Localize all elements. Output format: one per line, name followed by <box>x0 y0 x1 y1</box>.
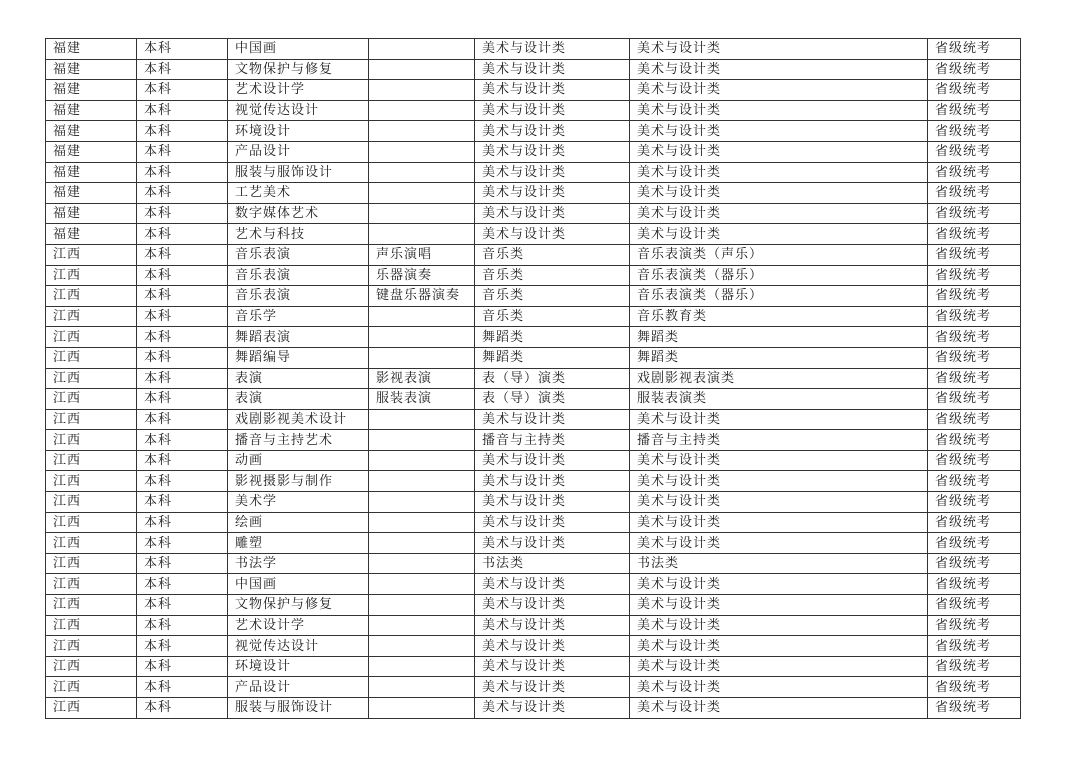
exam-type-cell: 美术与设计类 <box>630 656 928 677</box>
direction-cell <box>369 533 475 554</box>
exam-type-cell: 美术与设计类 <box>630 533 928 554</box>
table-row <box>46 59 1021 80</box>
province-cell: 江西 <box>46 327 137 348</box>
exam-cell: 省级统考 <box>928 430 1021 451</box>
table-row <box>46 327 1021 348</box>
province-cell: 福建 <box>46 100 137 121</box>
province-cell: 江西 <box>46 636 137 657</box>
level-cell: 本科 <box>137 430 228 451</box>
province-cell: 江西 <box>46 389 137 410</box>
exam-cell: 省级统考 <box>928 656 1021 677</box>
exam-cell: 省级统考 <box>928 39 1021 60</box>
major-cell: 播音与主持艺术 <box>228 430 369 451</box>
table-row <box>46 677 1021 698</box>
level-cell: 本科 <box>137 244 228 265</box>
level-cell: 本科 <box>137 409 228 430</box>
direction-cell: 键盘乐器演奏 <box>369 286 475 307</box>
exam-cell: 省级统考 <box>928 615 1021 636</box>
province-cell: 福建 <box>46 59 137 80</box>
major-cell: 表演 <box>228 389 369 410</box>
exam-cell: 省级统考 <box>928 512 1021 533</box>
major-cell: 艺术与科技 <box>228 224 369 245</box>
category-cell: 美术与设计类 <box>475 677 630 698</box>
table-row <box>46 224 1021 245</box>
exam-cell: 省级统考 <box>928 636 1021 657</box>
category-cell: 美术与设计类 <box>475 203 630 224</box>
exam-cell: 省级统考 <box>928 368 1021 389</box>
level-cell: 本科 <box>137 141 228 162</box>
direction-cell <box>369 59 475 80</box>
major-cell: 影视摄影与制作 <box>228 471 369 492</box>
exam-type-cell: 美术与设计类 <box>630 80 928 101</box>
level-cell: 本科 <box>137 80 228 101</box>
exam-type-cell: 美术与设计类 <box>630 574 928 595</box>
major-cell: 动画 <box>228 450 369 471</box>
province-cell: 江西 <box>46 471 137 492</box>
major-cell: 文物保护与修复 <box>228 595 369 616</box>
direction-cell <box>369 141 475 162</box>
direction-cell <box>369 595 475 616</box>
level-cell: 本科 <box>137 450 228 471</box>
exam-type-cell: 美术与设计类 <box>630 471 928 492</box>
exam-cell: 省级统考 <box>928 574 1021 595</box>
level-cell: 本科 <box>137 595 228 616</box>
level-cell: 本科 <box>137 368 228 389</box>
level-cell: 本科 <box>137 224 228 245</box>
major-cell: 音乐学 <box>228 306 369 327</box>
table-row <box>46 698 1021 719</box>
exam-type-cell: 美术与设计类 <box>630 492 928 513</box>
exam-cell: 省级统考 <box>928 183 1021 204</box>
category-cell: 美术与设计类 <box>475 59 630 80</box>
level-cell: 本科 <box>137 162 228 183</box>
major-cell: 视觉传达设计 <box>228 100 369 121</box>
exam-type-cell: 美术与设计类 <box>630 615 928 636</box>
level-cell: 本科 <box>137 574 228 595</box>
direction-cell <box>369 512 475 533</box>
major-cell: 舞蹈表演 <box>228 327 369 348</box>
major-cell: 艺术设计学 <box>228 615 369 636</box>
table-row <box>46 656 1021 677</box>
exam-cell: 省级统考 <box>928 698 1021 719</box>
exam-cell: 省级统考 <box>928 347 1021 368</box>
major-cell: 绘画 <box>228 512 369 533</box>
exam-type-cell: 美术与设计类 <box>630 183 928 204</box>
level-cell: 本科 <box>137 100 228 121</box>
table-row <box>46 471 1021 492</box>
province-cell: 江西 <box>46 430 137 451</box>
table-row <box>46 286 1021 307</box>
exam-type-cell: 美术与设计类 <box>630 39 928 60</box>
province-cell: 江西 <box>46 409 137 430</box>
table-row <box>46 450 1021 471</box>
table-row <box>46 368 1021 389</box>
direction-cell <box>369 698 475 719</box>
exam-type-cell: 美术与设计类 <box>630 100 928 121</box>
category-cell: 美术与设计类 <box>475 471 630 492</box>
category-cell: 美术与设计类 <box>475 183 630 204</box>
province-cell: 江西 <box>46 698 137 719</box>
exam-type-cell: 美术与设计类 <box>630 203 928 224</box>
exam-cell: 省级统考 <box>928 286 1021 307</box>
category-cell: 表（导）演类 <box>475 389 630 410</box>
direction-cell: 影视表演 <box>369 368 475 389</box>
level-cell: 本科 <box>137 389 228 410</box>
exam-cell: 省级统考 <box>928 59 1021 80</box>
province-cell: 福建 <box>46 121 137 142</box>
category-cell: 舞蹈类 <box>475 347 630 368</box>
direction-cell <box>369 100 475 121</box>
exam-type-cell: 美术与设计类 <box>630 595 928 616</box>
category-cell: 美术与设计类 <box>475 492 630 513</box>
exam-cell: 省级统考 <box>928 265 1021 286</box>
major-cell: 产品设计 <box>228 677 369 698</box>
category-cell: 美术与设计类 <box>475 656 630 677</box>
exam-cell: 省级统考 <box>928 141 1021 162</box>
direction-cell <box>369 306 475 327</box>
direction-cell <box>369 430 475 451</box>
province-cell: 福建 <box>46 203 137 224</box>
level-cell: 本科 <box>137 553 228 574</box>
direction-cell <box>369 121 475 142</box>
category-cell: 播音与主持类 <box>475 430 630 451</box>
exam-cell: 省级统考 <box>928 389 1021 410</box>
province-cell: 福建 <box>46 224 137 245</box>
major-cell: 环境设计 <box>228 121 369 142</box>
direction-cell <box>369 327 475 348</box>
major-cell: 文物保护与修复 <box>228 59 369 80</box>
direction-cell <box>369 162 475 183</box>
direction-cell: 乐器演奏 <box>369 265 475 286</box>
direction-cell <box>369 183 475 204</box>
exam-cell: 省级统考 <box>928 409 1021 430</box>
level-cell: 本科 <box>137 656 228 677</box>
province-cell: 江西 <box>46 677 137 698</box>
exam-type-cell: 音乐表演类（器乐） <box>630 265 928 286</box>
exam-cell: 省级统考 <box>928 450 1021 471</box>
exam-cell: 省级统考 <box>928 492 1021 513</box>
exam-cell: 省级统考 <box>928 533 1021 554</box>
exam-type-cell: 美术与设计类 <box>630 141 928 162</box>
exam-type-cell: 服装表演类 <box>630 389 928 410</box>
category-cell: 美术与设计类 <box>475 224 630 245</box>
province-cell: 江西 <box>46 306 137 327</box>
table-row <box>46 492 1021 513</box>
table-row <box>46 244 1021 265</box>
major-cell: 表演 <box>228 368 369 389</box>
province-cell: 江西 <box>46 244 137 265</box>
exam-type-cell: 戏剧影视表演类 <box>630 368 928 389</box>
category-cell: 美术与设计类 <box>475 162 630 183</box>
level-cell: 本科 <box>137 492 228 513</box>
province-cell: 福建 <box>46 183 137 204</box>
exam-type-cell: 美术与设计类 <box>630 224 928 245</box>
province-cell: 江西 <box>46 574 137 595</box>
major-cell: 音乐表演 <box>228 265 369 286</box>
table-row <box>46 203 1021 224</box>
major-cell: 雕塑 <box>228 533 369 554</box>
major-cell: 中国画 <box>228 574 369 595</box>
level-cell: 本科 <box>137 677 228 698</box>
major-cell: 书法学 <box>228 553 369 574</box>
admissions-table <box>45 38 1021 719</box>
table-row <box>46 162 1021 183</box>
exam-cell: 省级统考 <box>928 224 1021 245</box>
exam-type-cell: 美术与设计类 <box>630 59 928 80</box>
exam-type-cell: 舞蹈类 <box>630 347 928 368</box>
province-cell: 江西 <box>46 368 137 389</box>
exam-type-cell: 美术与设计类 <box>630 121 928 142</box>
category-cell: 美术与设计类 <box>475 574 630 595</box>
level-cell: 本科 <box>137 265 228 286</box>
level-cell: 本科 <box>137 121 228 142</box>
direction-cell <box>369 492 475 513</box>
exam-type-cell: 美术与设计类 <box>630 698 928 719</box>
major-cell: 音乐表演 <box>228 244 369 265</box>
major-cell: 工艺美术 <box>228 183 369 204</box>
province-cell: 江西 <box>46 615 137 636</box>
exam-type-cell: 音乐教育类 <box>630 306 928 327</box>
major-cell: 舞蹈编导 <box>228 347 369 368</box>
level-cell: 本科 <box>137 636 228 657</box>
province-cell: 江西 <box>46 286 137 307</box>
major-cell: 环境设计 <box>228 656 369 677</box>
category-cell: 音乐类 <box>475 286 630 307</box>
category-cell: 美术与设计类 <box>475 141 630 162</box>
major-cell: 视觉传达设计 <box>228 636 369 657</box>
major-cell: 戏剧影视美术设计 <box>228 409 369 430</box>
category-cell: 美术与设计类 <box>475 615 630 636</box>
exam-type-cell: 播音与主持类 <box>630 430 928 451</box>
table-row <box>46 80 1021 101</box>
exam-type-cell: 美术与设计类 <box>630 409 928 430</box>
major-cell: 中国画 <box>228 39 369 60</box>
direction-cell <box>369 656 475 677</box>
category-cell: 美术与设计类 <box>475 121 630 142</box>
direction-cell <box>369 553 475 574</box>
exam-type-cell: 美术与设计类 <box>630 677 928 698</box>
major-cell: 音乐表演 <box>228 286 369 307</box>
major-cell: 美术学 <box>228 492 369 513</box>
category-cell: 音乐类 <box>475 244 630 265</box>
direction-cell: 声乐演唱 <box>369 244 475 265</box>
exam-cell: 省级统考 <box>928 595 1021 616</box>
table-row <box>46 183 1021 204</box>
category-cell: 音乐类 <box>475 306 630 327</box>
category-cell: 美术与设计类 <box>475 409 630 430</box>
exam-cell: 省级统考 <box>928 80 1021 101</box>
table-row <box>46 265 1021 286</box>
province-cell: 江西 <box>46 553 137 574</box>
exam-cell: 省级统考 <box>928 203 1021 224</box>
major-cell: 服装与服饰设计 <box>228 162 369 183</box>
level-cell: 本科 <box>137 39 228 60</box>
exam-cell: 省级统考 <box>928 327 1021 348</box>
table-row <box>46 347 1021 368</box>
table-row <box>46 636 1021 657</box>
major-cell: 产品设计 <box>228 141 369 162</box>
level-cell: 本科 <box>137 203 228 224</box>
table-row <box>46 141 1021 162</box>
exam-cell: 省级统考 <box>928 100 1021 121</box>
major-cell: 数字媒体艺术 <box>228 203 369 224</box>
province-cell: 江西 <box>46 347 137 368</box>
category-cell: 美术与设计类 <box>475 595 630 616</box>
exam-type-cell: 音乐表演类（器乐） <box>630 286 928 307</box>
direction-cell <box>369 347 475 368</box>
table-row <box>46 409 1021 430</box>
level-cell: 本科 <box>137 327 228 348</box>
province-cell: 江西 <box>46 265 137 286</box>
category-cell: 美术与设计类 <box>475 533 630 554</box>
direction-cell <box>369 450 475 471</box>
level-cell: 本科 <box>137 183 228 204</box>
table-row <box>46 615 1021 636</box>
direction-cell <box>369 615 475 636</box>
category-cell: 美术与设计类 <box>475 512 630 533</box>
table-row <box>46 39 1021 60</box>
province-cell: 福建 <box>46 39 137 60</box>
table-row <box>46 595 1021 616</box>
level-cell: 本科 <box>137 512 228 533</box>
category-cell: 美术与设计类 <box>475 100 630 121</box>
major-cell: 服装与服饰设计 <box>228 698 369 719</box>
exam-type-cell: 舞蹈类 <box>630 327 928 348</box>
level-cell: 本科 <box>137 698 228 719</box>
table-row <box>46 512 1021 533</box>
level-cell: 本科 <box>137 347 228 368</box>
province-cell: 江西 <box>46 595 137 616</box>
category-cell: 美术与设计类 <box>475 636 630 657</box>
exam-cell: 省级统考 <box>928 306 1021 327</box>
table-row <box>46 430 1021 451</box>
table-row <box>46 553 1021 574</box>
direction-cell <box>369 677 475 698</box>
province-cell: 江西 <box>46 492 137 513</box>
category-cell: 美术与设计类 <box>475 450 630 471</box>
table-row <box>46 100 1021 121</box>
province-cell: 江西 <box>46 450 137 471</box>
exam-type-cell: 美术与设计类 <box>630 636 928 657</box>
table-row <box>46 533 1021 554</box>
direction-cell <box>369 636 475 657</box>
exam-cell: 省级统考 <box>928 553 1021 574</box>
province-cell: 江西 <box>46 656 137 677</box>
level-cell: 本科 <box>137 615 228 636</box>
direction-cell <box>369 80 475 101</box>
category-cell: 美术与设计类 <box>475 39 630 60</box>
exam-type-cell: 音乐表演类（声乐） <box>630 244 928 265</box>
category-cell: 美术与设计类 <box>475 698 630 719</box>
level-cell: 本科 <box>137 533 228 554</box>
table-row <box>46 306 1021 327</box>
exam-cell: 省级统考 <box>928 677 1021 698</box>
table-body <box>46 39 1021 719</box>
direction-cell: 服装表演 <box>369 389 475 410</box>
level-cell: 本科 <box>137 306 228 327</box>
table-row <box>46 389 1021 410</box>
direction-cell <box>369 39 475 60</box>
exam-type-cell: 美术与设计类 <box>630 512 928 533</box>
exam-cell: 省级统考 <box>928 471 1021 492</box>
province-cell: 江西 <box>46 512 137 533</box>
major-cell: 艺术设计学 <box>228 80 369 101</box>
exam-cell: 省级统考 <box>928 121 1021 142</box>
province-cell: 福建 <box>46 141 137 162</box>
direction-cell <box>369 224 475 245</box>
exam-type-cell: 美术与设计类 <box>630 162 928 183</box>
exam-cell: 省级统考 <box>928 244 1021 265</box>
table-row <box>46 121 1021 142</box>
province-cell: 福建 <box>46 80 137 101</box>
category-cell: 舞蹈类 <box>475 327 630 348</box>
level-cell: 本科 <box>137 59 228 80</box>
province-cell: 福建 <box>46 162 137 183</box>
direction-cell <box>369 409 475 430</box>
level-cell: 本科 <box>137 471 228 492</box>
category-cell: 音乐类 <box>475 265 630 286</box>
exam-type-cell: 美术与设计类 <box>630 450 928 471</box>
direction-cell <box>369 471 475 492</box>
province-cell: 江西 <box>46 533 137 554</box>
level-cell: 本科 <box>137 286 228 307</box>
category-cell: 美术与设计类 <box>475 80 630 101</box>
exam-type-cell: 书法类 <box>630 553 928 574</box>
category-cell: 书法类 <box>475 553 630 574</box>
direction-cell <box>369 574 475 595</box>
exam-cell: 省级统考 <box>928 162 1021 183</box>
direction-cell <box>369 203 475 224</box>
table-row <box>46 574 1021 595</box>
category-cell: 表（导）演类 <box>475 368 630 389</box>
